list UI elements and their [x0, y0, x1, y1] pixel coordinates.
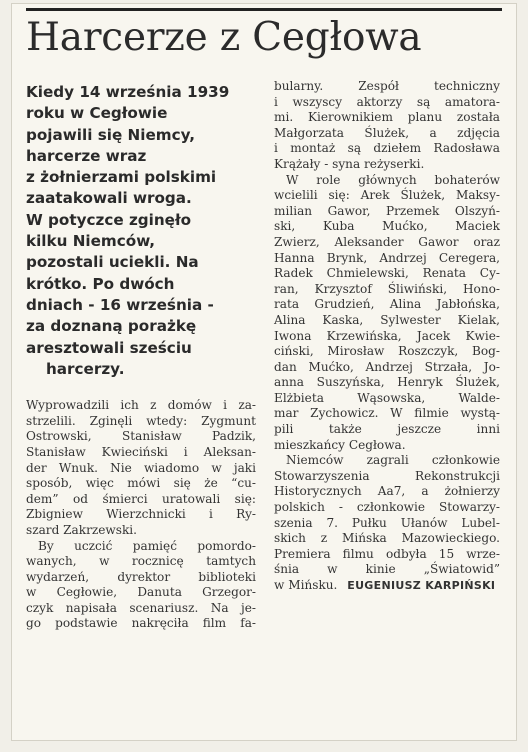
body-line: Premiera filmu odbyła 15 wrze-	[274, 546, 500, 561]
left-body-text	[26, 398, 256, 632]
lead-line: roku w Cegłowie	[26, 104, 168, 123]
body-line: mar Zychowicz. W filmie wystą-	[274, 406, 500, 421]
body-line: Ostrowski, Stanisław Padzik,	[26, 429, 256, 444]
body-line: anna Suszyńska, Henryk Ślużek,	[274, 375, 500, 390]
left-column	[26, 80, 256, 632]
body-line: szenia 7. Pułku Ułanów Lubel-	[274, 515, 500, 530]
body-line-final	[274, 578, 500, 594]
body-line: wcielili się: Arek Ślużek, Maksy-	[274, 188, 500, 203]
body-line: ciński, Mirosław Roszczyk, Bog-	[274, 344, 500, 359]
lead-line: harcerze wraz	[26, 146, 147, 165]
body-line: Hanna Brynk, Andrzej Ceregera,	[274, 250, 500, 265]
body-line: dem” od śmierci uratowali się:	[26, 491, 256, 506]
body-line: i wszyscy aktorzy są amatora-	[274, 94, 500, 109]
body-line: milian Gawor, Przemek Olszyń-	[274, 203, 500, 218]
body-line: mi. Kierownikiem planu została	[274, 110, 500, 125]
body-line: wanych, w rocznicę tamtych	[26, 554, 256, 569]
lead-line: pojawili się Niemcy,	[26, 125, 196, 144]
right-body-text	[274, 79, 500, 594]
lead-line: W potyczce zginęło	[26, 210, 192, 229]
body-line: rata Grudzień, Alina Jabłońska,	[274, 297, 500, 312]
body-line: ran, Krzysztof Śliwiński, Hono-	[274, 281, 500, 296]
body-line: wydarzeń, dyrektor biblioteki	[26, 569, 256, 584]
body-line: sposób, więc mówi się że “cu-	[26, 476, 256, 491]
lead-line: aresztowali sześciu	[26, 338, 192, 357]
body-line: mieszkańcy Cegłowa.	[274, 437, 406, 452]
body-line: czyk napisała scenariusz. Na je-	[26, 600, 256, 615]
body-line: w Mińsku.	[274, 578, 338, 592]
lead-line: Kiedy 14 września 1939	[26, 83, 230, 101]
body-line: Elżbieta Wąsowska, Walde-	[274, 390, 500, 405]
body-line: go podstawie nakręciła film fa-	[26, 616, 256, 631]
body-line: Zbigniew Wierzchnicki i Ry-	[26, 507, 256, 522]
body-line: szard Zakrzewski.	[26, 522, 138, 537]
lead-line: pozostali uciekli. Na	[26, 253, 199, 272]
body-line: i montaż są dziełem Radosława	[274, 141, 500, 156]
body-line: w Cegłowie, Danuta Grzegor-	[26, 585, 256, 600]
lead-line: z żołnierzami polskimi	[26, 168, 217, 187]
right-column	[274, 80, 500, 594]
newspaper-clipping	[12, 4, 516, 740]
lead-line: krótko. Po dwóch	[26, 274, 175, 293]
body-line: By uczcić pamięć pomordo-	[38, 538, 256, 553]
body-line: bularny. Zespół techniczny	[274, 79, 500, 93]
body-line: W role głównych bohaterów	[286, 172, 500, 187]
body-line: Stanisław Kwieciński i Aleksan-	[26, 444, 256, 459]
article-title: Harcerze z Cegłowa	[26, 15, 422, 60]
body-line: der Wnuk. Nie wiadomo w jaki	[26, 460, 256, 475]
body-line: Zwierz, Aleksander Gawor oraz	[274, 234, 500, 249]
author-signature: EUGENIUSZ KARPIŃSKI	[347, 579, 496, 592]
lead-line: za doznaną porażkę	[26, 317, 197, 336]
body-line: Małgorzata Ślużek, a zdjęcia	[274, 125, 500, 140]
body-line: Stowarzyszenia Rekonstrukcji	[274, 468, 500, 483]
body-line: Radek Chmielewski, Renata Cy-	[274, 266, 500, 281]
body-line: śnia w kinie „Światowid”	[274, 562, 500, 577]
lead-line: zaatakowali wroga.	[26, 189, 192, 208]
body-line: skich z Mińska Mazowieckiego.	[274, 531, 500, 546]
lead-line: dniach - 16 września -	[26, 295, 214, 314]
body-line: Alina Kaska, Sylwester Kielak,	[274, 312, 500, 327]
lead-line: kilku Niemców,	[26, 232, 156, 251]
body-line: ski, Kuba Mućko, Maciek	[274, 219, 500, 234]
article-lead	[26, 82, 256, 380]
lead-line: harcerzy.	[46, 359, 125, 378]
body-line: pili także jeszcze inni	[274, 422, 500, 437]
body-line: Iwona Krzewińska, Jacek Kwie-	[274, 328, 500, 343]
body-line: Historycznych Aa7, a żołnierzy	[274, 484, 500, 499]
body-line: Niemców zagrali członkowie	[286, 453, 500, 468]
body-line: polskich - członkowie Stowarzy-	[274, 500, 500, 515]
body-line: dan Mućko, Andrzej Strzała, Jo-	[274, 359, 500, 374]
body-line: Wyprowadzili ich z domów i za-	[26, 398, 256, 413]
body-line: Krążały - syna reżyserki.	[274, 156, 425, 171]
body-line: strzelili. Zginęli wtedy: Zygmunt	[26, 413, 256, 428]
top-rule	[26, 8, 502, 11]
